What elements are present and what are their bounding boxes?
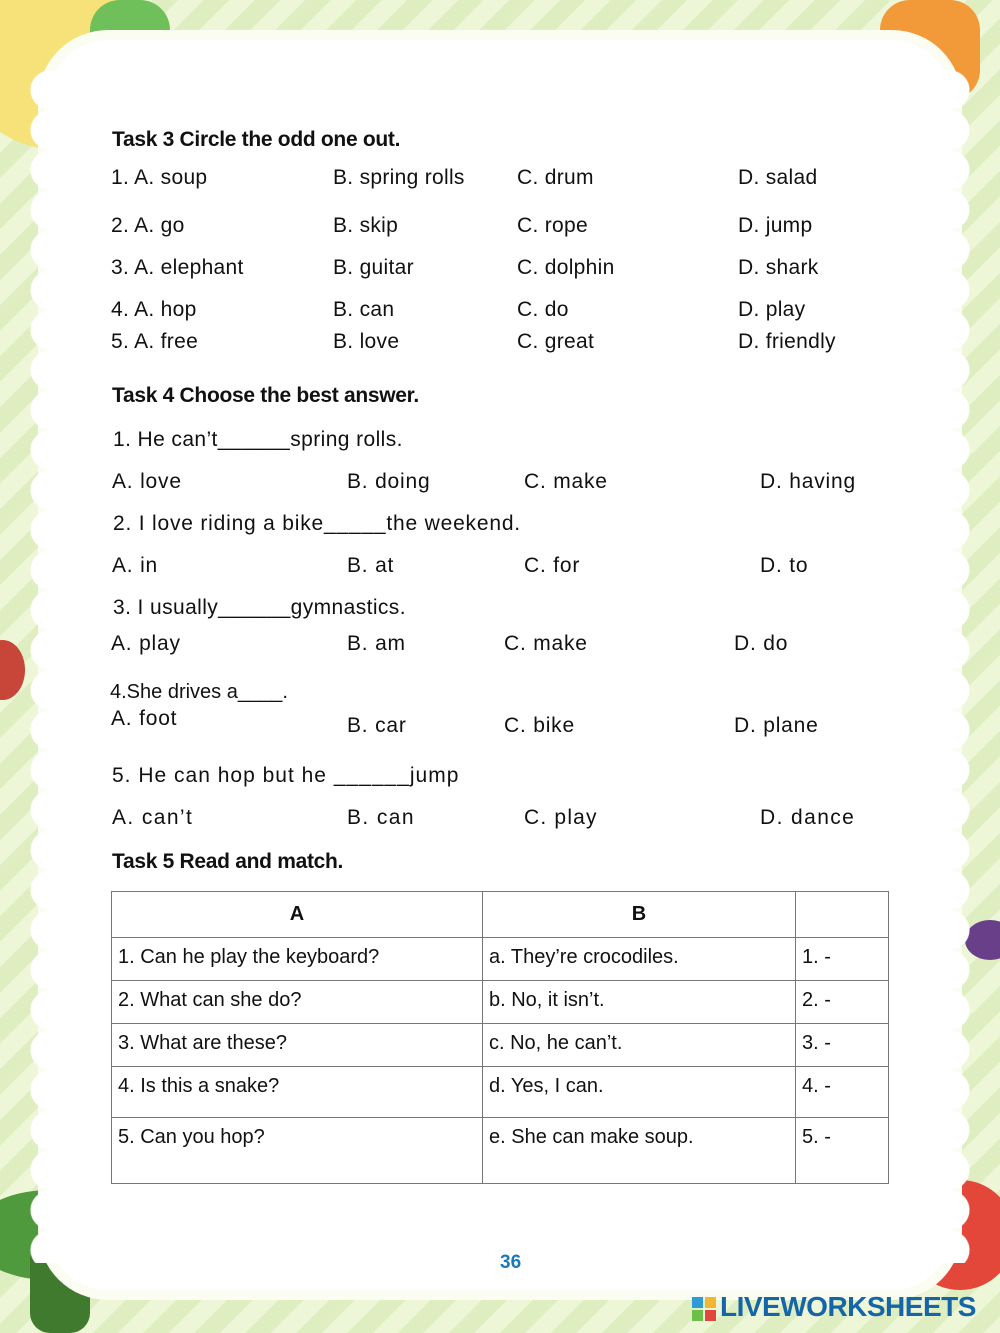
liveworksheets-logo[interactable]: LIVEWORKSHEETS <box>720 1291 976 1322</box>
matching-table <box>111 891 889 1184</box>
question-text: 2. I love riding a bike_____the weekend. <box>113 512 521 535</box>
answer-option-b[interactable]: B. can <box>347 806 415 829</box>
column-header-answer <box>796 892 889 938</box>
answer-option-b[interactable]: B. at <box>347 554 395 577</box>
cell-response: e. She can make soup. <box>483 1118 796 1184</box>
answer-option-b[interactable]: B. am <box>347 632 406 655</box>
answer-option-d[interactable]: D. having <box>760 470 856 493</box>
column-header-b: B <box>483 892 796 938</box>
cell-answer-input[interactable]: 1. - <box>796 938 889 981</box>
table-header-row <box>112 892 889 938</box>
scalloped-border-left <box>30 70 70 1263</box>
answer-option-d[interactable]: D. do <box>734 632 789 655</box>
table-row <box>112 981 889 1024</box>
question-text: 4.She drives a____. <box>110 681 288 703</box>
task4-title: Task 4 Choose the best answer. <box>112 384 419 407</box>
cell-response: a. They’re crocodiles. <box>483 938 796 981</box>
table-row <box>112 1118 889 1184</box>
task3-option-c[interactable]: C. drum <box>517 166 594 189</box>
table-row <box>112 938 889 981</box>
cell-response: b. No, it isn’t. <box>483 981 796 1024</box>
cell-question: 4. Is this a snake? <box>112 1067 483 1118</box>
answer-option-c[interactable]: C. bike <box>504 714 575 737</box>
answer-option-a[interactable]: A. foot <box>111 707 178 730</box>
cell-response: d. Yes, I can. <box>483 1067 796 1118</box>
table-row <box>112 1067 889 1118</box>
cell-answer-input[interactable]: 5. - <box>796 1118 889 1184</box>
column-header-a: A <box>112 892 483 938</box>
answer-option-a[interactable]: A. in <box>112 554 159 577</box>
task3-option-a[interactable]: 1. A. soup <box>111 166 208 189</box>
answer-option-d[interactable]: D. dance <box>760 806 856 829</box>
page-number: 36 <box>500 1252 522 1273</box>
cell-question: 5. Can you hop? <box>112 1118 483 1184</box>
answer-option-c[interactable]: C. make <box>524 470 608 493</box>
task3-option-c[interactable]: C. rope <box>517 214 588 237</box>
task3-option-b[interactable]: B. skip <box>333 214 399 237</box>
task3-option-c[interactable]: C. dolphin <box>517 256 615 279</box>
cell-answer-input[interactable]: 3. - <box>796 1024 889 1067</box>
answer-option-c[interactable]: C. play <box>524 806 598 829</box>
question-text: 5. He can hop but he ______jump <box>112 764 460 787</box>
scalloped-border-right <box>930 70 970 1263</box>
task3-option-c[interactable]: C. do <box>517 298 569 321</box>
answer-option-d[interactable]: D. plane <box>734 714 819 737</box>
liveworksheets-logo-icon <box>692 1297 716 1321</box>
task3-option-d[interactable]: D. play <box>738 298 806 321</box>
answer-option-b[interactable]: B. car <box>347 714 407 737</box>
answer-option-b[interactable]: B. doing <box>347 470 431 493</box>
question-text: 1. He can’t______spring rolls. <box>113 428 403 451</box>
question-text: 3. I usually______gymnastics. <box>113 596 406 619</box>
task3-option-b[interactable]: B. guitar <box>333 256 414 279</box>
answer-option-a[interactable]: A. love <box>112 470 182 493</box>
task3-option-c[interactable]: C. great <box>517 330 595 353</box>
task3-option-d[interactable]: D. friendly <box>738 330 836 353</box>
cell-answer-input[interactable]: 4. - <box>796 1067 889 1118</box>
task3-title: Task 3 Circle the odd one out. <box>112 128 401 151</box>
task3-option-d[interactable]: D. salad <box>738 166 818 189</box>
task3-option-d[interactable]: D. shark <box>738 256 819 279</box>
task3-option-a[interactable]: 4. A. hop <box>111 298 197 321</box>
table-row <box>112 1024 889 1067</box>
task3-option-a[interactable]: 5. A. free <box>111 330 199 353</box>
cell-question: 3. What are these? <box>112 1024 483 1067</box>
cell-response: c. No, he can’t. <box>483 1024 796 1067</box>
task3-option-b[interactable]: B. can <box>333 298 395 321</box>
task3-option-a[interactable]: 2. A. go <box>111 214 185 237</box>
answer-option-c[interactable]: C. for <box>524 554 581 577</box>
task5-title: Task 5 Read and match. <box>112 850 344 873</box>
task3-option-b[interactable]: B. spring rolls <box>333 166 465 189</box>
task3-option-d[interactable]: D. jump <box>738 214 813 237</box>
answer-option-a[interactable]: A. play <box>111 632 181 655</box>
cell-answer-input[interactable]: 2. - <box>796 981 889 1024</box>
answer-option-c[interactable]: C. make <box>504 632 588 655</box>
task3-option-b[interactable]: B. love <box>333 330 400 353</box>
cell-question: 2. What can she do? <box>112 981 483 1024</box>
cell-question: 1. Can he play the keyboard? <box>112 938 483 981</box>
answer-option-d[interactable]: D. to <box>760 554 809 577</box>
task3-option-a[interactable]: 3. A. elephant <box>111 256 244 279</box>
answer-option-a[interactable]: A. can’t <box>112 806 194 829</box>
